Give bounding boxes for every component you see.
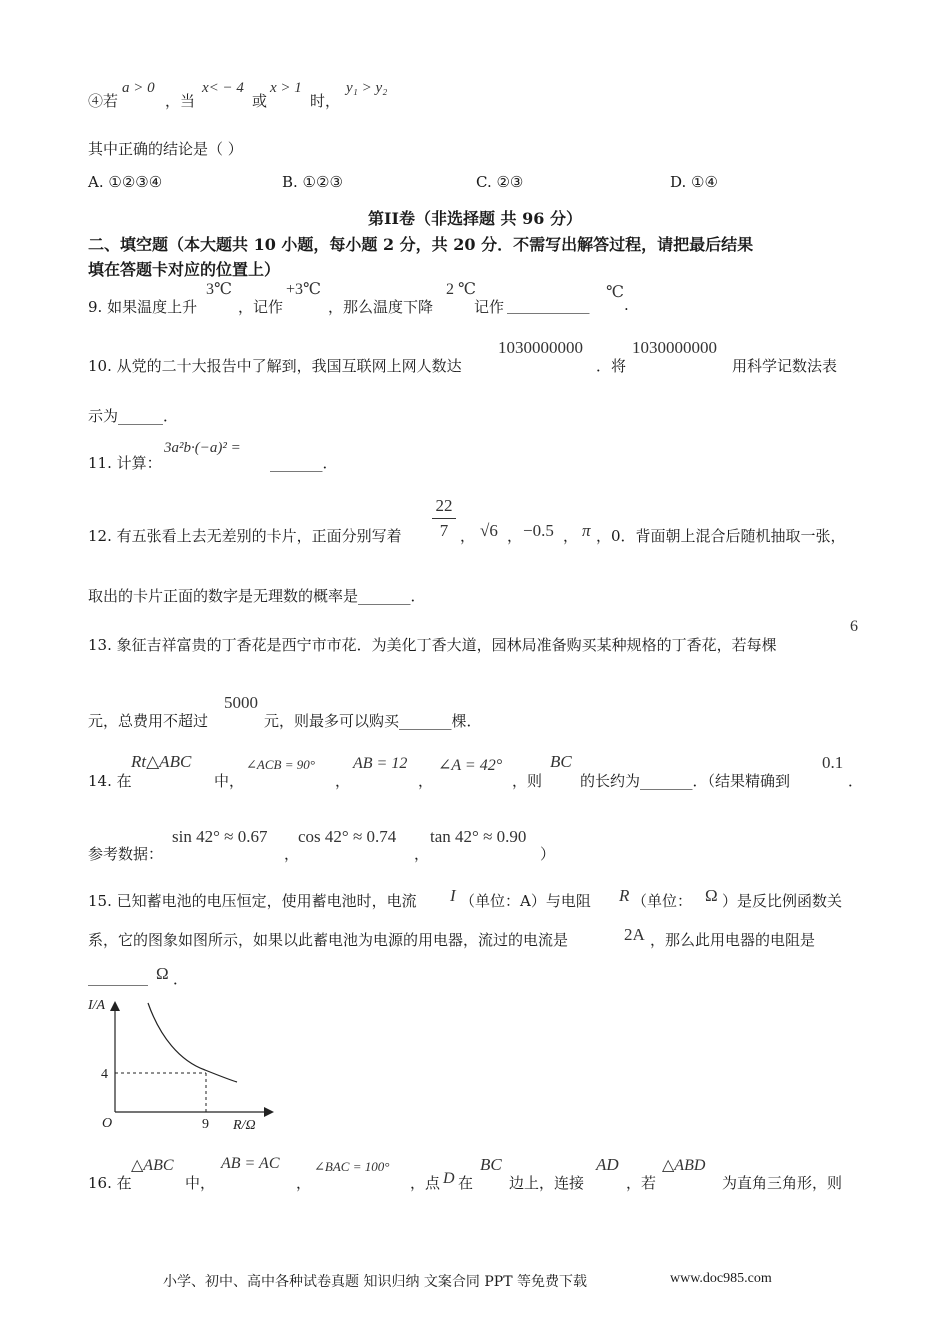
q14-comma1: ， [335, 772, 351, 790]
q8-math-a: a > 0 [122, 80, 155, 96]
section-heading-line1: 二、填空题（本大题共 10 小题，每小题 2 分，共 20 分．不需写出解答过程，请把最后结果 [88, 235, 754, 254]
q16-tri2: △ABD [662, 1157, 706, 1174]
q14-then: ，则 [512, 772, 543, 790]
option-b: B. ①②③ [282, 173, 343, 191]
q10-number2: 1030000000 [632, 338, 717, 357]
q11-prefix: 11. 计算： [88, 454, 162, 472]
q9-mid2: ，那么温度下降 [328, 298, 434, 316]
q12-frac-den: 7 [439, 521, 449, 540]
q14-ask: 的长约为_______．（结果精确到 [580, 772, 791, 790]
q11-blank: _______． [270, 454, 338, 472]
q15-ohm: Ω [705, 886, 718, 905]
q15-line1c: （单位： [632, 892, 693, 910]
q13-six: 6 [850, 618, 858, 635]
q16-c2: ∠BAC = 100° [314, 1159, 390, 1174]
q15-graph [80, 995, 280, 1135]
correct-prompt: 其中正确的结论是（ ） [88, 140, 243, 158]
q12-rest: ，0．背面朝上混合后随机抽取一张， [596, 527, 846, 545]
q12-sqrt6: √6 [480, 521, 498, 540]
q16-c1: AB = AC [221, 1155, 280, 1172]
q12-line2: 取出的卡片正面的数字是无理数的概率是_______． [88, 587, 426, 605]
q16-on: 在 [458, 1174, 474, 1192]
q16-if: ，若 [626, 1174, 657, 1192]
q12-sep2: ， [507, 527, 523, 545]
option-c: C. ②③ [476, 173, 524, 191]
q16-prefix: 16. 在 [88, 1174, 132, 1192]
q14-ref-end: ） [540, 845, 556, 863]
q12-frac-num: 22 [435, 496, 453, 515]
q14-tri: Rt△ABC [131, 752, 192, 771]
q16-ad: AD [596, 1155, 619, 1174]
q14-ref-comma2: ， [414, 845, 430, 863]
q14-zhong: 中， [214, 772, 245, 790]
q9-end: . [624, 296, 629, 314]
q15-line2b: ，那么此用电器的电阻是 [650, 931, 816, 949]
graph-ylabel: I/A [88, 998, 106, 1013]
q12-neg: −0.5 [523, 521, 554, 540]
q16-tri: △ABC [131, 1157, 174, 1174]
q14-prefix: 14. 在 [88, 772, 132, 790]
q15-unit: Ω [156, 964, 169, 983]
q10-number: 1030000000 [498, 338, 583, 357]
option-a: A. ①②③④ [88, 173, 163, 191]
q8-math-x2: x > 1 [270, 80, 302, 96]
q16-rest: 为直角三角形，则 [722, 1174, 843, 1192]
q16-D: D [443, 1170, 455, 1187]
q9-mid1: ，记作 [238, 298, 284, 316]
option-d: D. ①④ [670, 173, 718, 191]
q16-bc: BC [480, 1155, 502, 1174]
q10-prefix: 10. 从党的二十大报告中了解到，我国互联网上网人数达 [88, 357, 462, 375]
q12-fraction [432, 496, 456, 541]
q8-math-x1: x< − 4 [202, 80, 244, 96]
q15-blank: ________ [88, 968, 148, 986]
q14-ref-label: 参考数据： [88, 845, 164, 863]
footer-url[interactable]: www.doc985.com [670, 1271, 772, 1286]
y-axis-arrow [110, 1001, 120, 1011]
q15-line1a: 15. 已知蓄电池的电压恒定，使用蓄电池时，电流 [88, 892, 417, 910]
q8-time: 时， [310, 92, 341, 110]
q11-expr: 3a²b·(−a)² = [164, 440, 241, 456]
q14-c3: ∠A = 42° [438, 757, 503, 774]
q14-c2: AB = 12 [353, 755, 408, 772]
q10-suffix: 用科学记数法表 [732, 357, 838, 375]
q15-I: I [450, 886, 456, 905]
graph-origin: O [102, 1116, 113, 1131]
q15-R: R [619, 886, 630, 905]
q13-line2a: 元，总费用不超过 [88, 712, 209, 730]
q12-sep1: ， [460, 527, 476, 545]
q15-current: 2A [624, 925, 645, 944]
q14-c1: ∠ACB = 90° [246, 757, 315, 772]
graph-xtick: 9 [202, 1117, 209, 1132]
q8-item4-prefix: ④若 [88, 92, 119, 110]
x-axis-arrow [264, 1107, 274, 1117]
q9-blank: ___________ [507, 296, 590, 314]
q16-comma: ， [296, 1174, 312, 1192]
q8-when: ，当 [165, 92, 196, 110]
graph-xlabel: R/Ω [233, 1118, 256, 1133]
q10-line2: 示为______． [88, 407, 179, 425]
q16-zhong: 中， [185, 1174, 216, 1192]
q14-precision: 0.1 [822, 753, 844, 772]
q12-prefix: 12. 有五张看上去无差别的卡片，正面分别写着 [88, 527, 402, 545]
q8-or: 或 [252, 92, 268, 110]
q13-line2b: 元，则最多可以购买_______棵． [264, 712, 482, 730]
q12-frac-bar [432, 518, 456, 519]
q14-bc: BC [550, 752, 572, 771]
q10-mid: ．将 [596, 357, 627, 375]
q15-end: ． [173, 970, 189, 988]
part2-title: 第II卷（非选择题 共 96 分） [368, 209, 582, 228]
q15-line1b: （单位：A）与电阻 [460, 892, 591, 910]
q14-comma2: ， [418, 772, 434, 790]
section-heading-line2: 填在答题卡对应的位置上） [88, 260, 281, 279]
q9-v2: +3℃ [286, 281, 321, 298]
q13-line1: 13. 象征吉祥富贵的丁香花是西宁市市花．为美化丁香大道，园林局准备购买某种规格的丁香花，若每棵 [88, 636, 777, 654]
q9-unit: ℃ [606, 284, 624, 301]
q14-tan: tan 42° ≈ 0.90 [430, 827, 527, 846]
q12-sep3: ， [563, 527, 579, 545]
q9-prefix: 9. 如果温度上升 [88, 298, 198, 316]
graph-ytick: 4 [101, 1067, 108, 1082]
q14-ref-comma1: ， [284, 845, 300, 863]
q15-line1d: ）是反比例函数关 [722, 892, 843, 910]
q16-point: ，点 [410, 1174, 441, 1192]
q13-total: 5000 [224, 693, 258, 712]
q14-cos: cos 42° ≈ 0.74 [298, 827, 397, 846]
q14-sin: sin 42° ≈ 0.67 [172, 827, 268, 846]
q9-v3: 2 ℃ [446, 281, 476, 298]
q9-mid3: 记作 [474, 298, 505, 316]
q16-edge: 边上，连接 [509, 1174, 585, 1192]
q12-pi: π [582, 521, 591, 540]
q8-math-y: y₁ > y₂ [346, 80, 388, 96]
q9-v1: 3℃ [206, 281, 232, 298]
footer-text: 小学、初中、高中各种试卷真题 知识归纳 文案合同 PPT 等免费下载 [163, 1274, 587, 1290]
inverse-curve [148, 1003, 237, 1082]
q15-line2a: 系，它的图象如图所示，如果以此蓄电池为电源的用电器，流过的电流是 [88, 931, 569, 949]
q14-end: ． [848, 772, 864, 790]
